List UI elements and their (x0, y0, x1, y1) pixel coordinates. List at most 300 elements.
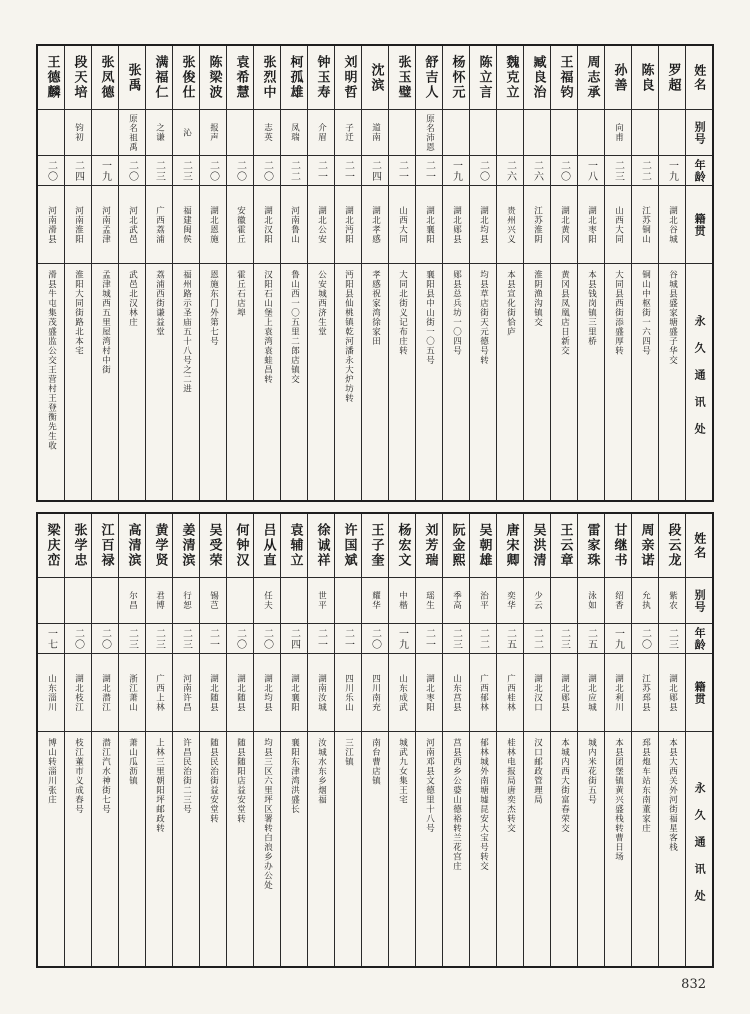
alias-cell: 志英 (254, 110, 280, 156)
address-cell: 均县三区六里坪区署转白浪乡办公处 (262, 738, 273, 890)
age-cell: 二一 (389, 156, 415, 186)
age-cell: 二〇 (362, 624, 388, 654)
native-cell: 湖北沔阳 (335, 186, 361, 264)
person-column (280, 514, 307, 966)
age-cell: 二六 (497, 156, 523, 186)
alias-cell (281, 578, 307, 624)
age-cell: 二〇 (254, 156, 280, 186)
native-cell: 湖北均县 (470, 186, 496, 264)
header-age-label: 年龄 (686, 156, 712, 186)
age-cell: 二二 (470, 624, 496, 654)
name-cell: 张凤德 (92, 46, 118, 110)
name-cell: 周亲诺 (632, 514, 658, 578)
person-column (361, 46, 388, 500)
address-cell: 均县草店街天元德号转 (478, 270, 489, 365)
alias-cell (92, 578, 118, 624)
native-cell: 湖北均县 (254, 654, 280, 732)
native-cell: 四川南充 (362, 654, 388, 732)
native-cell: 河北武邑 (119, 186, 145, 264)
person-column (334, 514, 361, 966)
address-cell: 河南邓县文德里十八号 (424, 738, 435, 833)
name-cell: 阮金熙 (443, 514, 469, 578)
alias-cell (38, 110, 64, 156)
name-cell: 王德麟 (38, 46, 64, 110)
name-cell: 魏克立 (497, 46, 523, 110)
address-cell: 随县随阳店益安堂转 (235, 738, 246, 824)
name-cell: 张俊仕 (173, 46, 199, 110)
address-cell: 黄冈县凤凰店日新交 (559, 270, 570, 356)
name-cell: 孙善 (605, 46, 631, 110)
alias-cell (551, 578, 577, 624)
alias-cell: 瑶生 (416, 578, 442, 624)
native-cell: 湖北孝感 (362, 186, 388, 264)
age-cell: 二一 (416, 624, 442, 654)
person-column (118, 46, 145, 500)
header-age-label: 年龄 (686, 624, 712, 654)
native-cell: 湖北郧县 (659, 654, 685, 732)
address-cell: 本县宣化街恰庐 (505, 270, 516, 337)
alias-cell: 季高 (443, 578, 469, 624)
age-cell: 一九 (92, 156, 118, 186)
name-cell: 吴洪清 (524, 514, 550, 578)
native-cell: 山东成武 (389, 654, 415, 732)
alias-cell: 治平 (470, 578, 496, 624)
person-column (388, 46, 415, 500)
age-cell: 二三 (443, 624, 469, 654)
person-column (604, 514, 631, 966)
address-cell: 霍丘石店埠 (235, 270, 246, 318)
alias-cell: 绍香 (605, 578, 631, 624)
person-column (415, 46, 442, 500)
name-cell: 杨怀元 (443, 46, 469, 110)
address-cell: 城武九女集王宅 (397, 738, 408, 805)
alias-cell: 钧初 (65, 110, 91, 156)
person-column (577, 514, 604, 966)
age-cell: 二三 (173, 156, 199, 186)
native-cell: 安徽霍丘 (227, 186, 253, 264)
name-cell: 张玉璧 (389, 46, 415, 110)
address-cell: 本县大西关外河街福星客栈 (667, 738, 678, 852)
alias-cell (632, 110, 658, 156)
name-cell: 黄学贤 (146, 514, 172, 578)
header-address-label: 永久通讯处 (693, 781, 707, 917)
alias-cell (443, 110, 469, 156)
alias-cell: 原名沛恩 (416, 110, 442, 156)
name-cell: 甘继书 (605, 514, 631, 578)
name-cell: 舒吉人 (416, 46, 442, 110)
alias-cell: 耀华 (362, 578, 388, 624)
name-cell: 徐诚祥 (308, 514, 334, 578)
alias-cell: 世平 (308, 578, 334, 624)
age-cell: 二〇 (551, 156, 577, 186)
person-column (442, 514, 469, 966)
native-cell: 湖北应城 (578, 654, 604, 732)
directory-table-top (36, 44, 714, 502)
alias-cell: 尔昌 (119, 578, 145, 624)
header-address-label: 永久通讯处 (693, 314, 707, 450)
person-column (631, 46, 658, 500)
native-cell: 河南孟津 (92, 186, 118, 264)
person-column (118, 514, 145, 966)
name-cell: 吕从直 (254, 514, 280, 578)
native-cell: 湖北郧县 (443, 186, 469, 264)
alias-cell (524, 110, 550, 156)
address-cell: 莒县西乡公婆山德裕转兰花宫庄 (451, 738, 462, 871)
address-cell: 潜江汽水神街七号 (100, 738, 111, 814)
alias-cell: 少云 (524, 578, 550, 624)
native-cell: 湖北随县 (200, 654, 226, 732)
alias-cell (659, 110, 685, 156)
native-cell: 湖北黄冈 (551, 186, 577, 264)
name-cell: 臧良治 (524, 46, 550, 110)
address-cell: 沔阳县仙桃镇乾河潘永大炉坊转 (343, 270, 354, 403)
page-number: 832 (681, 977, 706, 992)
native-cell: 广西桂林 (497, 654, 523, 732)
address-cell: 城内米花街五号 (586, 738, 597, 805)
alias-cell: 允执 (632, 578, 658, 624)
alias-cell (497, 110, 523, 156)
alias-cell: 锡芑 (200, 578, 226, 624)
header-alias-label: 别号 (686, 578, 712, 624)
age-cell: 二二 (632, 156, 658, 186)
alias-cell: 中楷 (389, 578, 415, 624)
alias-cell: 任夫 (254, 578, 280, 624)
name-cell: 周志承 (578, 46, 604, 110)
native-cell: 四川乐山 (335, 654, 361, 732)
age-cell: 二〇 (632, 624, 658, 654)
address-cell: 恩施东门外第七号 (208, 270, 219, 346)
address-cell: 福州路示圣庙五十八号之二进 (181, 270, 192, 394)
alias-cell: 向甫 (605, 110, 631, 156)
alias-cell: 泳如 (578, 578, 604, 624)
person-column (604, 46, 631, 500)
directory-table-bottom (36, 512, 714, 968)
address-cell: 孝感祝家湾徐家田 (370, 270, 381, 346)
age-cell: 二四 (65, 156, 91, 186)
age-cell: 二〇 (65, 624, 91, 654)
address-cell: 本县团堡镇黄兴盛栈转曹日场 (613, 738, 624, 862)
age-cell: 二〇 (227, 624, 253, 654)
address-cell: 大同县西街添盛厚转 (613, 270, 624, 356)
age-cell: 二四 (362, 156, 388, 186)
name-cell: 吴受荣 (200, 514, 226, 578)
address-cell: 本城内西大街富春荣交 (559, 738, 570, 833)
address-cell: 许昌民治街二三号 (181, 738, 192, 814)
address-cell: 上林三里朝阳坪邮政转 (154, 738, 165, 833)
address-cell: 汝城水东乡烟福 (316, 738, 327, 805)
alias-cell: 原名祖禹 (119, 110, 145, 156)
address-cell: 枝江董市义成春号 (73, 738, 84, 814)
native-cell: 广西上林 (146, 654, 172, 732)
address-cell: 博山转淄川张庄 (46, 738, 57, 805)
native-cell: 湖北襄阳 (281, 654, 307, 732)
address-cell: 桂林电报局唐奕杰转交 (505, 738, 516, 833)
age-cell: 二三 (551, 624, 577, 654)
address-cell: 公安城西济生堂 (316, 270, 327, 337)
name-cell: 唐宋卿 (497, 514, 523, 578)
age-cell: 一九 (443, 156, 469, 186)
person-column (658, 46, 685, 500)
native-cell: 浙江萧山 (119, 654, 145, 732)
name-cell: 吴朝雄 (470, 514, 496, 578)
native-cell: 湖北汉口 (524, 654, 550, 732)
address-cell: 荔浦西街谦益堂 (154, 270, 165, 337)
person-column (145, 514, 172, 966)
age-cell: 一九 (659, 156, 685, 186)
address-cell: 谷城县盛家塘盛子华交 (667, 270, 678, 365)
name-cell: 张禹 (119, 46, 145, 110)
address-cell: 大同北街义记布庄转 (397, 270, 408, 356)
name-cell: 罗超 (659, 46, 685, 110)
alias-cell (65, 578, 91, 624)
address-cell: 南台曹店镇 (370, 738, 381, 786)
native-cell: 河南许昌 (173, 654, 199, 732)
age-cell: 二〇 (119, 156, 145, 186)
address-cell: 襄阳县中山街一〇五号 (424, 270, 435, 365)
address-cell: 滑县牛屯集茂盛监公交王营村王登衡先生收 (46, 270, 57, 451)
native-cell: 湖北利川 (605, 654, 631, 732)
name-cell: 沈滨 (362, 46, 388, 110)
name-cell: 梁庆峦 (38, 514, 64, 578)
native-cell: 山西大同 (605, 186, 631, 264)
person-column (199, 514, 226, 966)
alias-cell (551, 110, 577, 156)
person-column (442, 46, 469, 500)
native-cell: 广西荔浦 (146, 186, 172, 264)
native-cell: 湖南汝城 (308, 654, 334, 732)
name-cell: 何钟汉 (227, 514, 253, 578)
age-cell: 一九 (389, 624, 415, 654)
alias-cell: 介眉 (308, 110, 334, 156)
age-cell: 二一 (200, 624, 226, 654)
address-cell: 襄阳东津湾洪盛长 (289, 738, 300, 814)
age-cell: 二一 (416, 156, 442, 186)
alias-cell: 报声 (200, 110, 226, 156)
age-cell: 二三 (146, 624, 172, 654)
native-cell: 湖北潜江 (92, 654, 118, 732)
native-cell: 湖北枣阳 (416, 654, 442, 732)
native-cell: 湖北恩施 (200, 186, 226, 264)
native-cell: 山西大同 (389, 186, 415, 264)
address-cell: 淮阴渔沟镇交 (532, 270, 543, 327)
name-cell: 张烈中 (254, 46, 280, 110)
address-cell: 孟津城西五里屋湾村中街 (100, 270, 111, 375)
person-column (91, 514, 118, 966)
alias-cell: 行恕 (173, 578, 199, 624)
person-column (253, 514, 280, 966)
age-cell: 二四 (281, 624, 307, 654)
address-cell: 汉阳石山堡上袁湾袁蛙昌转 (262, 270, 273, 384)
address-cell: 淮阳大同街路北本宅 (73, 270, 84, 356)
alias-cell (92, 110, 118, 156)
person-column (523, 514, 550, 966)
person-column (496, 46, 523, 500)
name-cell: 许国斌 (335, 514, 361, 578)
address-cell: 本县钱岗镇三里桥 (586, 270, 597, 346)
address-cell: 铜山中枢街一六四号 (640, 270, 651, 356)
person-column (523, 46, 550, 500)
age-cell: 二三 (659, 624, 685, 654)
person-column (550, 514, 577, 966)
native-cell: 湖北谷城 (659, 186, 685, 264)
alias-cell (227, 110, 253, 156)
name-cell: 王福钧 (551, 46, 577, 110)
header-alias-label: 别号 (686, 110, 712, 156)
person-column (469, 46, 496, 500)
person-column (64, 514, 91, 966)
person-column (658, 514, 685, 966)
age-cell: 二〇 (227, 156, 253, 186)
age-cell: 二〇 (200, 156, 226, 186)
native-cell: 贵州兴义 (497, 186, 523, 264)
name-cell: 袁希慧 (227, 46, 253, 110)
alias-cell: 紫农 (659, 578, 685, 624)
person-column (631, 514, 658, 966)
person-column (199, 46, 226, 500)
age-cell: 二六 (524, 156, 550, 186)
address-cell: 鲁山西一〇五里二郎店镇交 (289, 270, 300, 384)
native-cell: 湖北随县 (227, 654, 253, 732)
alias-cell (227, 578, 253, 624)
native-cell: 河南淮阳 (65, 186, 91, 264)
person-column (226, 514, 253, 966)
name-cell: 雷家珠 (578, 514, 604, 578)
alias-cell: 奕华 (497, 578, 523, 624)
name-cell: 满福仁 (146, 46, 172, 110)
alias-cell (389, 110, 415, 156)
native-cell: 湖北郧县 (551, 654, 577, 732)
person-column (172, 514, 199, 966)
person-column (172, 46, 199, 500)
native-cell: 福建闽侯 (173, 186, 199, 264)
address-cell: 郁林城外南塘墟昆安大宝号转交 (478, 738, 489, 871)
person-column (145, 46, 172, 500)
alias-cell: 道南 (362, 110, 388, 156)
native-cell: 湖北枣阳 (578, 186, 604, 264)
native-cell: 湖北汉阳 (254, 186, 280, 264)
name-cell: 段云龙 (659, 514, 685, 578)
address-cell: 郧县总兵坊一〇四号 (451, 270, 462, 356)
native-cell: 河南滑县 (38, 186, 64, 264)
name-cell: 高清滨 (119, 514, 145, 578)
age-cell: 二三 (146, 156, 172, 186)
header-column (685, 514, 712, 966)
address-cell: 三江镇 (343, 738, 354, 767)
header-native-label: 籍贯 (686, 654, 712, 732)
person-column (280, 46, 307, 500)
alias-cell: 凤瑞 (281, 110, 307, 156)
person-column (334, 46, 361, 500)
name-cell: 杨宏文 (389, 514, 415, 578)
person-column (361, 514, 388, 966)
person-column (577, 46, 604, 500)
person-column (253, 46, 280, 500)
name-cell: 刘芳瑞 (416, 514, 442, 578)
person-column (469, 514, 496, 966)
native-cell: 湖北公安 (308, 186, 334, 264)
header-name-label: 姓名 (686, 514, 712, 578)
native-cell: 山东莒县 (443, 654, 469, 732)
address-cell: 武邑北汉林庄 (127, 270, 138, 327)
native-cell: 河南鲁山 (281, 186, 307, 264)
name-cell: 张学忠 (65, 514, 91, 578)
alias-cell: 子迁 (335, 110, 361, 156)
age-cell: 二〇 (92, 624, 118, 654)
age-cell: 二〇 (38, 156, 64, 186)
address-cell: 汉口邮政管理局 (532, 738, 543, 805)
header-native-label: 籍贯 (686, 186, 712, 264)
age-cell: 二〇 (470, 156, 496, 186)
address-cell: 萧山瓜沥镇 (127, 738, 138, 786)
name-cell: 陈梁波 (200, 46, 226, 110)
age-cell: 一九 (605, 624, 631, 654)
native-cell: 山东淄川 (38, 654, 64, 732)
native-cell: 江苏邳县 (632, 654, 658, 732)
name-cell: 柯孤雄 (281, 46, 307, 110)
person-column (64, 46, 91, 500)
age-cell: 二三 (605, 156, 631, 186)
name-cell: 姜清滨 (173, 514, 199, 578)
alias-cell (38, 578, 64, 624)
alias-cell (335, 578, 361, 624)
age-cell: 二一 (335, 156, 361, 186)
alias-cell: 君博 (146, 578, 172, 624)
name-cell: 王云章 (551, 514, 577, 578)
header-column (685, 46, 712, 500)
age-cell: 二三 (119, 624, 145, 654)
alias-cell (470, 110, 496, 156)
age-cell: 一七 (38, 624, 64, 654)
age-cell: 二一 (308, 624, 334, 654)
address-cell: 随县民治街益安堂转 (208, 738, 219, 824)
person-column (307, 514, 334, 966)
alias-cell (578, 110, 604, 156)
alias-cell: 之谦 (146, 110, 172, 156)
person-column (307, 46, 334, 500)
person-column (91, 46, 118, 500)
person-column (226, 46, 253, 500)
native-cell: 江苏铜山 (632, 186, 658, 264)
age-cell: 二三 (173, 624, 199, 654)
age-cell: 二二 (281, 156, 307, 186)
age-cell: 一八 (578, 156, 604, 186)
age-cell: 二一 (335, 624, 361, 654)
person-column (415, 514, 442, 966)
name-cell: 段天培 (65, 46, 91, 110)
person-column (496, 514, 523, 966)
name-cell: 袁辅立 (281, 514, 307, 578)
age-cell: 二〇 (254, 624, 280, 654)
person-column (550, 46, 577, 500)
name-cell: 江百禄 (92, 514, 118, 578)
name-cell: 陈良 (632, 46, 658, 110)
person-column (38, 514, 64, 966)
age-cell: 二五 (497, 624, 523, 654)
native-cell: 广西郁林 (470, 654, 496, 732)
name-cell: 钟玉寿 (308, 46, 334, 110)
alias-cell: 沁 (173, 110, 199, 156)
address-cell: 邳县炮车站东南董家庄 (640, 738, 651, 833)
age-cell: 二二 (524, 624, 550, 654)
age-cell: 二五 (578, 624, 604, 654)
person-column (38, 46, 64, 500)
age-cell: 二一 (308, 156, 334, 186)
name-cell: 王子奎 (362, 514, 388, 578)
header-name-label: 姓名 (686, 46, 712, 110)
name-cell: 陈立言 (470, 46, 496, 110)
native-cell: 江苏淮阴 (524, 186, 550, 264)
name-cell: 刘明哲 (335, 46, 361, 110)
